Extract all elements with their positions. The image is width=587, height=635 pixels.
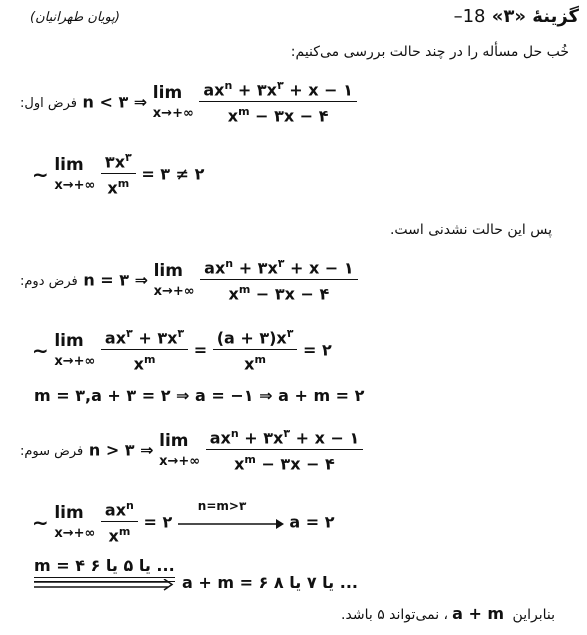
case1-fraction: $\frac{ax^n + ۳x^۳ + x - ۱}{x^m - ۳x - ۴}$ (199, 80, 357, 125)
approx3-row: ∼ lim x→+∞ $\frac{ax^n}{x^m}$ = ۲ n=m>۳ a = ۲ (32, 499, 335, 546)
approx2-fraction-1: $\frac{ax^۳ + ۳x^۳}{x^m}$ (101, 328, 188, 373)
implication-arrow: n=m>۳ (178, 512, 284, 532)
approx1-limit: lim x→+∞ (54, 154, 96, 193)
case1-limit: lim x→+∞ (152, 82, 194, 121)
approx3-fraction: $\frac{ax^n}{x^m}$ (101, 500, 138, 545)
long-arrow-icon (178, 516, 284, 536)
case2-limit: lim x→+∞ (153, 260, 195, 299)
case1-row (20, 80, 357, 125)
approx3-limit: lim x→+∞ (54, 502, 96, 541)
case3-result (34, 558, 175, 574)
author-credit: (پویان طهرانیان) (30, 10, 120, 25)
m-values: m = ۴ یا ۵ یا ۶ ... (34, 558, 175, 574)
case2-fraction: $\frac{ax^n + ۳x^۳ + x - ۱}{x^m - ۳x - ۴}$ (200, 258, 358, 303)
double-arrow-icon (34, 579, 184, 593)
case1-label: فرض اول: (20, 95, 77, 111)
option-label: گزینهٔ «۳» (491, 6, 579, 27)
a-plus-m-values: a + m = ۶ یا ۷ یا ۸ ... (182, 573, 358, 592)
approx2-fraction-2: $\frac{(a + ۳)x^۳}{x^m}$ (213, 328, 298, 373)
case1-condition: n < ۳ ⇒ (82, 92, 148, 112)
approx1-fraction: $\frac{۳x^۳}{x^m}$ (101, 152, 136, 197)
case3-limit: lim x→+∞ (159, 430, 201, 469)
intro-text: خُب حل مسأله را در چند حالت بررسی می‌کنیم: (290, 44, 569, 60)
case3-row: فرض سوم: n > ۳ ⇒ lim x→+∞ $\frac{ax^n + ۳x^۳ + x - ۱}{x^m - ۳x - ۴}$ (20, 428, 363, 473)
case1-conclusion: پس این حالت نشدنی است. (389, 222, 552, 238)
double-arrow-line (34, 578, 184, 597)
case2-row: فرض دوم: n = ۳ ⇒ lim x→+∞ $\frac{ax^n + ۳x^۳ + x - ۱}{x^m - ۳x - ۴}$ (20, 258, 358, 303)
approx2-limit: lim x→+∞ (54, 330, 96, 369)
approx2-row: ∼ lim x→+∞ $\frac{ax^۳ + ۳x^۳}{x^m}$ = $\frac{(a + ۳)x^۳}{x^m}$ = ۲ (32, 327, 332, 374)
question-number: 18– (453, 6, 486, 27)
approx1-row: ∼ lim x→+∞ $\frac{۳x^۳}{x^m}$ = ۳ ≠ ۲ (32, 151, 205, 198)
question-header (454, 6, 579, 27)
case2-result: m = ۳,a + ۳ = ۲ ⇒ a = −۱ ⇒ a + m = ۲ (34, 386, 365, 405)
case3-fraction: $\frac{ax^n + ۳x^۳ + x - ۱}{x^m - ۳x - ۴}$ (206, 428, 364, 473)
final-conclusion: بنابراین a + m، نمی‌تواند ۵ باشد. (341, 604, 555, 623)
